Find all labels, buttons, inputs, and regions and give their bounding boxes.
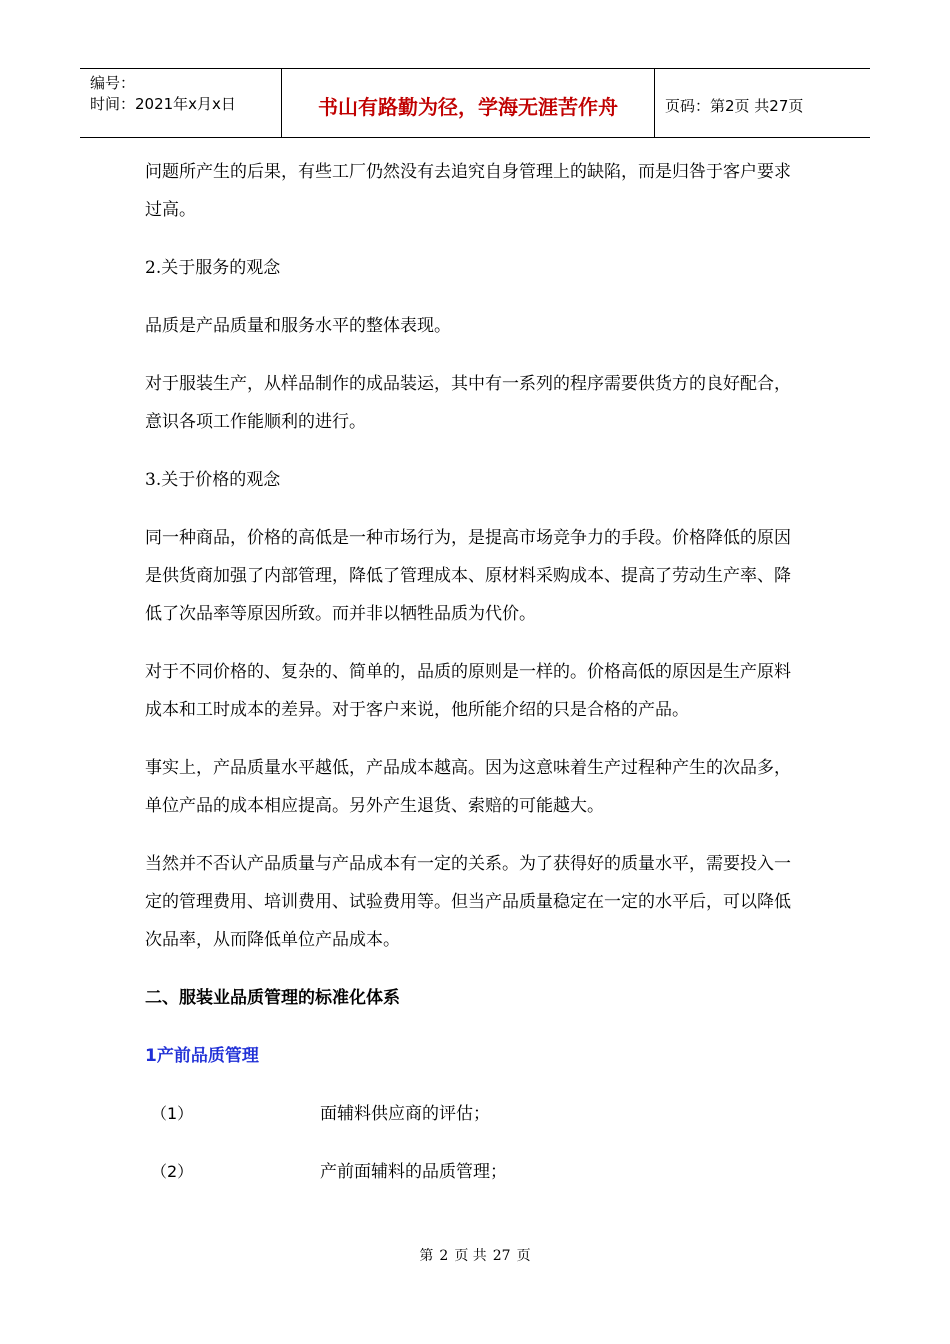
paragraph: 事实上，产品质量水平越低，产品成本越高。因为这意味着生产过程种产生的次品多，单位产品的成本相应提高。另外产生退货、索赔的可能越大。 [145, 758, 791, 816]
header-page-label: 页码：第2页 共27页 [665, 96, 804, 115]
document-body [145, 153, 800, 1211]
list-item-number: （2） [151, 1162, 194, 1181]
header-motto: 书山有路勤为径，学海无涯苦作舟 [282, 69, 655, 137]
subsection-heading: 1产前品质管理 [145, 1046, 259, 1066]
list-item-text: 产前面辅料的品质管理； [320, 1162, 507, 1182]
list-item [145, 1153, 800, 1191]
footer-prefix: 第 [419, 1248, 434, 1264]
page-footer [0, 1245, 950, 1265]
header-meta [80, 69, 282, 137]
document-number-label: 编号： [90, 74, 136, 92]
section-subheading: 3.关于价格的观念 [145, 470, 281, 490]
page-header [80, 68, 870, 138]
footer-total-pages: 27 [492, 1248, 511, 1264]
footer-page-number: 2 [439, 1248, 449, 1264]
section-subheading: 2.关于服务的观念 [145, 258, 281, 278]
section-heading: 二、服装业品质管理的标准化体系 [145, 988, 400, 1008]
paragraph: 品质是产品质量和服务水平的整体表现。 [145, 316, 451, 336]
paragraph: 当然并不否认产品质量与产品成本有一定的关系。为了获得好的质量水平，需要投入一定的管理费用、培训费用、试验费用等。但当产品质量稳定在一定的水平后，可以降低次品率，从而降低单位产品成本。 [145, 854, 791, 950]
paragraph: 问题所产生的后果，有些工厂仍然没有去追究自身管理上的缺陷，而是归咎于客户要求过高。 [145, 162, 791, 220]
paragraph: 对于不同价格的、复杂的、简单的，品质的原则是一样的。价格高低的原因是生产原料成本和工时成本的差异。对于客户来说，他所能介绍的只是合格的产品。 [145, 662, 791, 720]
list-item [145, 1095, 800, 1133]
paragraph: 对于服装生产，从样品制作的成品装运，其中有一系列的程序需要供货方的良好配合，意识各项工作能顺利的进行。 [145, 374, 791, 432]
list-item-text: 面辅料供应商的评估； [320, 1104, 490, 1124]
footer-mid: 页 共 [454, 1248, 487, 1264]
document-date-label: 时间：2021年x月x日 [90, 95, 236, 113]
list-item-number: （1） [151, 1104, 194, 1123]
paragraph: 同一种商品，价格的高低是一种市场行为，是提高市场竞争力的手段。价格降低的原因是供货商加强了内部管理，降低了管理成本、原材料采购成本、提高了劳动生产率、降低了次品率等原因所致。而并非以牺牲品质为代价。 [145, 528, 791, 624]
footer-suffix: 页 [516, 1248, 531, 1264]
